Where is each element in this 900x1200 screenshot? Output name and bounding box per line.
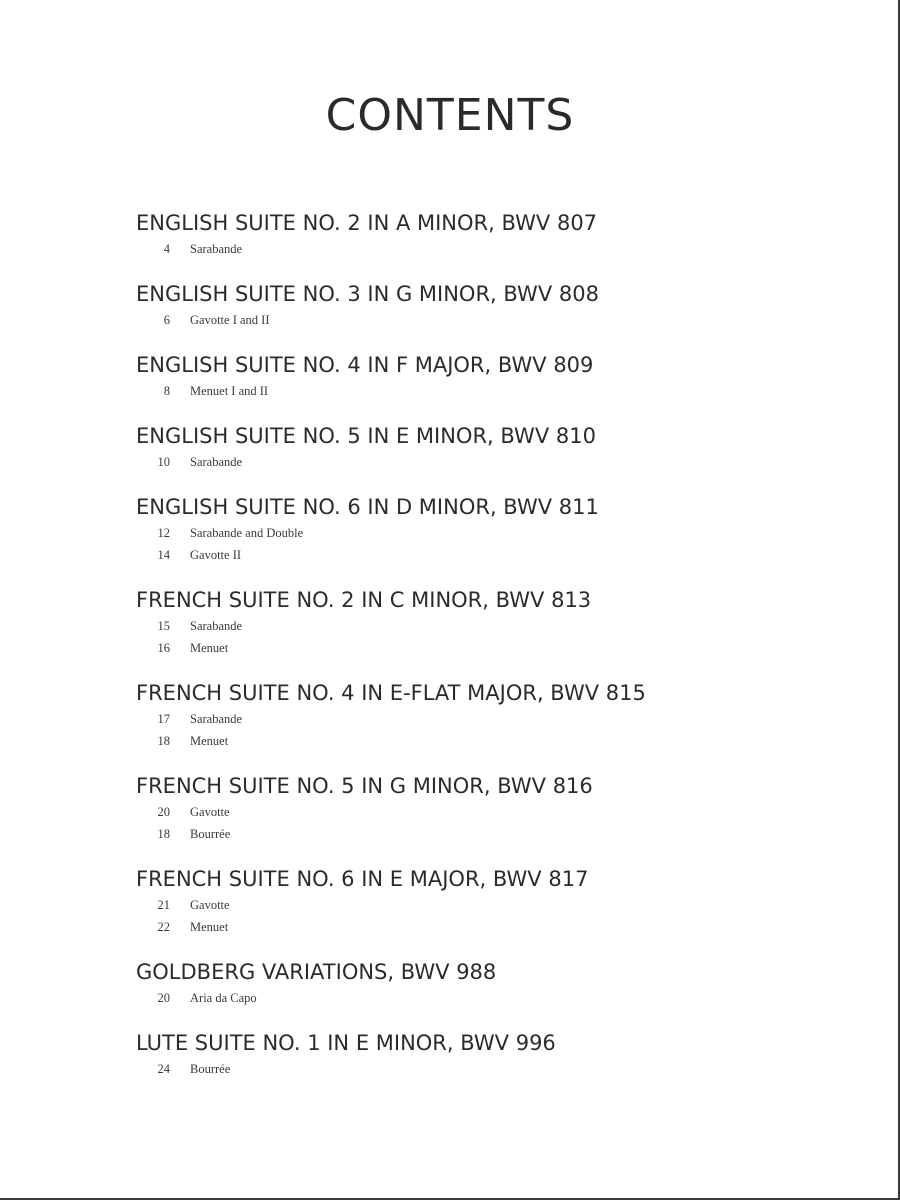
section-title: ENGLISH SUITE NO. 2 IN A MINOR, BWV 807 [136, 211, 598, 235]
entry-title: Sarabande [190, 242, 243, 256]
entry-page-number: 22 [157, 920, 170, 934]
entry-title: Sarabande [190, 455, 243, 469]
toc-entry [136, 894, 836, 916]
entry-title: Gavotte I and II [190, 313, 270, 327]
entry-page-number: 20 [157, 991, 170, 1005]
toc-section [136, 208, 836, 260]
toc-entry [136, 522, 836, 544]
toc-entry [136, 544, 836, 566]
toc-section [136, 279, 836, 331]
toc-entry [136, 730, 836, 752]
toc-entry [136, 380, 836, 402]
entry-page-number: 18 [157, 827, 170, 841]
section-title: ENGLISH SUITE NO. 6 IN D MINOR, BWV 811 [136, 495, 599, 519]
toc-entry [136, 916, 836, 938]
entry-page-number: 21 [157, 898, 170, 912]
entry-page-number: 16 [157, 641, 170, 655]
entry-title: Sarabande [190, 712, 243, 726]
toc-entry [136, 708, 836, 730]
toc-section [136, 421, 836, 473]
entry-page-number: 4 [163, 242, 170, 256]
entry-page-number: 12 [157, 526, 170, 540]
toc-entry [136, 637, 836, 659]
entry-page-number: 6 [163, 313, 170, 327]
section-title: ENGLISH SUITE NO. 3 IN G MINOR, BWV 808 [136, 282, 599, 306]
section-title: FRENCH SUITE NO. 2 IN C MINOR, BWV 813 [136, 588, 592, 612]
toc-section [136, 1028, 836, 1080]
section-title: GOLDBERG VARIATIONS, BWV 988 [136, 960, 497, 984]
entry-title: Bourrée [190, 1062, 231, 1076]
toc-section [136, 957, 836, 1009]
entry-title: Sarabande and Double [190, 526, 304, 540]
entry-title: Menuet [190, 734, 229, 748]
section-title: FRENCH SUITE NO. 6 IN E MAJOR, BWV 817 [136, 867, 589, 891]
toc-entry [136, 451, 836, 473]
entry-title: Gavotte [190, 805, 230, 819]
toc-section [136, 678, 836, 752]
section-title: LUTE SUITE NO. 1 IN E MINOR, BWV 996 [136, 1031, 556, 1055]
entry-title: Aria da Capo [190, 991, 257, 1005]
toc-section [136, 864, 836, 938]
entry-page-number: 8 [163, 384, 170, 398]
toc-entry [136, 615, 836, 637]
toc-section [136, 350, 836, 402]
toc-section [136, 492, 836, 566]
entry-page-number: 10 [157, 455, 170, 469]
entry-title: Menuet [190, 641, 229, 655]
section-title: ENGLISH SUITE NO. 5 IN E MINOR, BWV 810 [136, 424, 596, 448]
entry-page-number: 17 [157, 712, 170, 726]
entry-title: Gavotte II [190, 548, 242, 562]
entry-title: Bourrée [190, 827, 231, 841]
entry-page-number: 18 [157, 734, 170, 748]
entry-page-number: 14 [157, 548, 170, 562]
section-title: FRENCH SUITE NO. 4 IN E-FLAT MAJOR, BWV 815 [136, 681, 646, 705]
entry-page-number: 24 [157, 1062, 170, 1076]
section-title: FRENCH SUITE NO. 5 IN G MINOR, BWV 816 [136, 774, 593, 798]
toc-entry [136, 801, 836, 823]
toc-entry [136, 823, 836, 845]
toc-section [136, 585, 836, 659]
toc-entry [136, 1058, 836, 1080]
toc-entry [136, 309, 836, 331]
entry-title: Menuet [190, 920, 229, 934]
entry-title: Sarabande [190, 619, 243, 633]
entry-title: Gavotte [190, 898, 230, 912]
toc-entry [136, 238, 836, 260]
section-title: ENGLISH SUITE NO. 4 IN F MAJOR, BWV 809 [136, 353, 594, 377]
table-of-contents [136, 208, 836, 1099]
entry-page-number: 20 [157, 805, 170, 819]
toc-section [136, 771, 836, 845]
entry-title: Menuet I and II [190, 384, 269, 398]
entry-page-number: 15 [157, 619, 170, 633]
page-title: CONTENTS [325, 90, 575, 141]
toc-entry [136, 987, 836, 1009]
